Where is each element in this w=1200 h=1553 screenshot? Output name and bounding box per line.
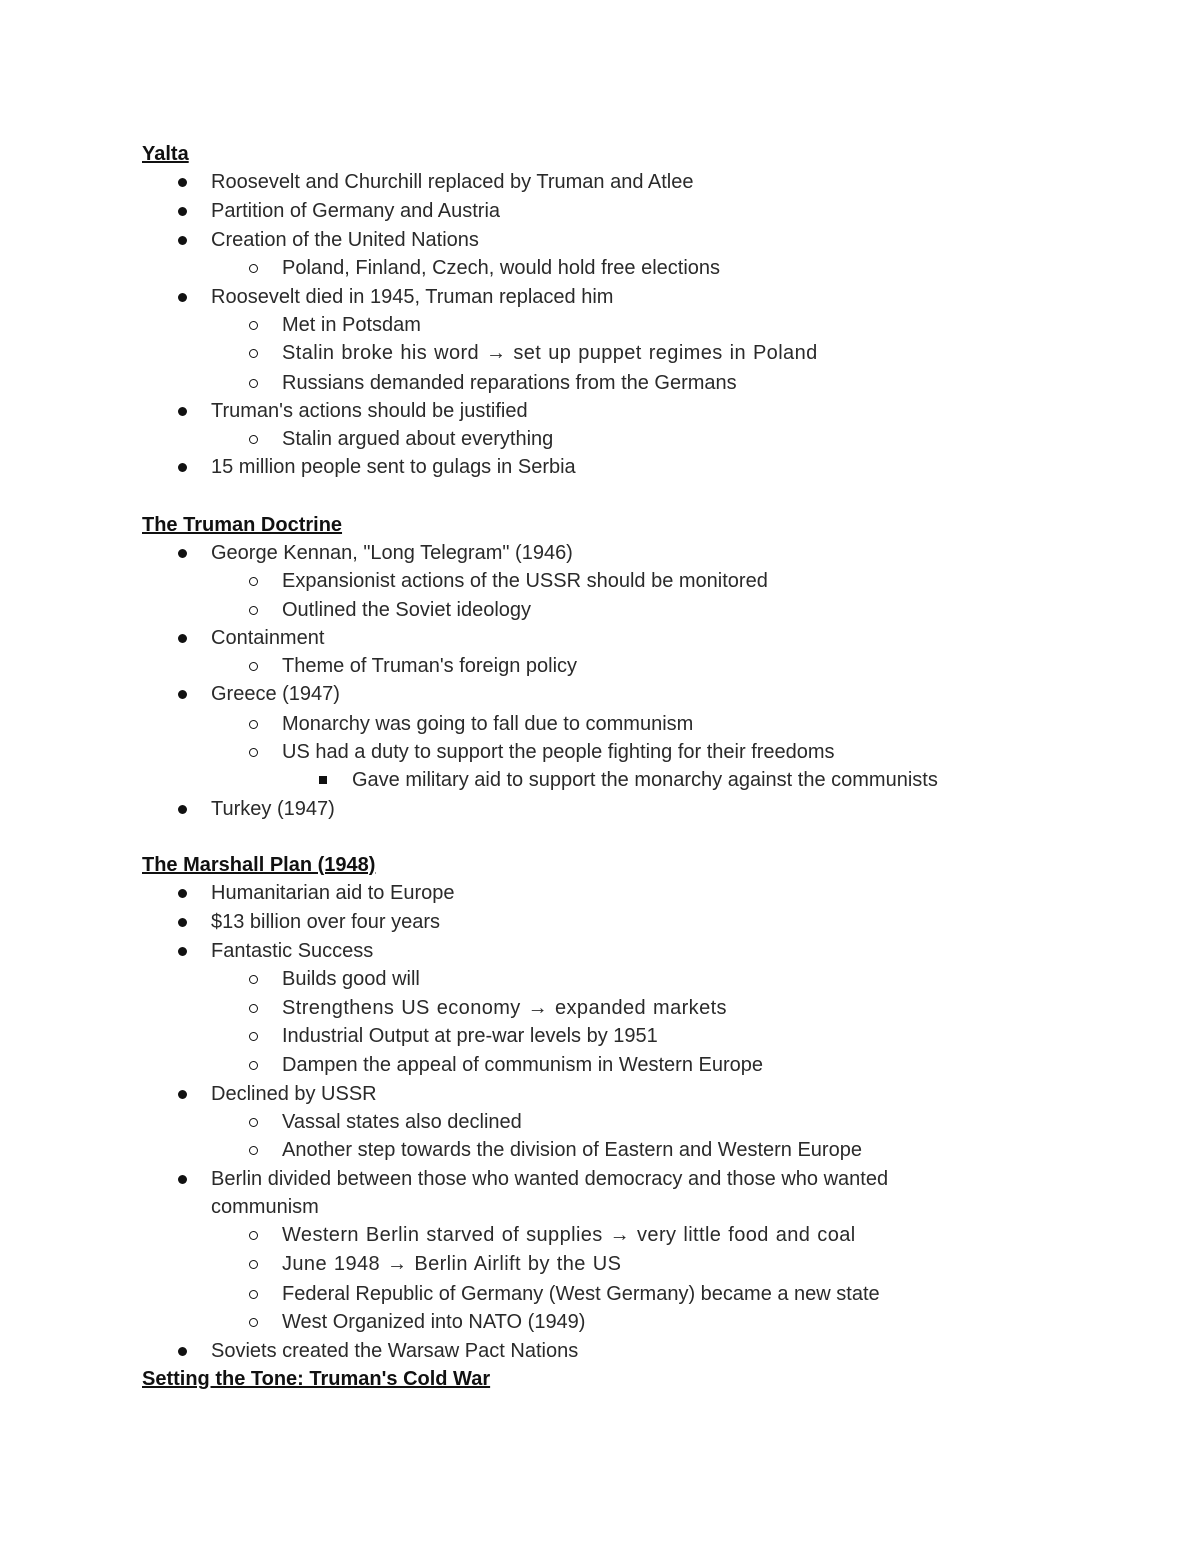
bullet-item (211, 1337, 578, 1365)
bullet-text: Strengthens US economy → expanded markets (282, 997, 727, 1019)
bullet-text: US had a duty to support the people fighting for their freedoms (282, 741, 835, 763)
bullet-text: Stalin broke his word → set up puppet regimes in Poland (282, 342, 818, 364)
bullet-circle-icon (249, 1004, 258, 1013)
bullet-item (211, 453, 576, 481)
bullet-text: Outlined the Soviet ideology (282, 599, 532, 621)
section-heading-truman-doctrine: The Truman Doctrine (142, 514, 343, 536)
sub-bullet-item (282, 369, 737, 397)
sub-bullet-item (282, 994, 727, 1022)
bullet-circle-icon (249, 379, 258, 388)
bullet-dot-icon (178, 1090, 187, 1099)
bullet-text: 15 million people sent to gulags in Serbia (211, 456, 576, 478)
sub-sub-bullet-item (352, 766, 938, 794)
bullet-text: Expansionist actions of the USSR should be monitored (282, 570, 768, 592)
bullet-text: Fantastic Success (211, 940, 374, 962)
bullet-dot-icon (178, 236, 187, 245)
sub-bullet-item (282, 1136, 862, 1164)
bullet-text: Greece (1947) (211, 683, 340, 705)
bullet-circle-icon (249, 321, 258, 330)
bullet-text: $13 billion over four years (211, 911, 441, 933)
bullet-circle-icon (249, 1118, 258, 1127)
bullet-circle-icon (249, 1260, 258, 1269)
bullet-text: Creation of the United Nations (211, 229, 479, 251)
bullet-item (211, 937, 373, 965)
bullet-text: Roosevelt died in 1945, Truman replaced him (211, 286, 614, 308)
bullet-text: Humanitarian aid to Europe (211, 882, 455, 904)
bullet-dot-icon (178, 463, 187, 472)
sub-bullet-item (282, 254, 720, 282)
bullet-text: George Kennan, "Long Telegram" (1946) (211, 542, 573, 564)
bullet-circle-icon (249, 748, 258, 757)
bullet-item (211, 624, 324, 652)
bullet-item (211, 197, 500, 225)
bullet-dot-icon (178, 549, 187, 558)
sub-bullet-item (282, 567, 768, 595)
sub-bullet-item (282, 1051, 763, 1079)
bullet-text: Industrial Output at pre-war levels by 1951 (282, 1025, 658, 1047)
sub-bullet-item (282, 1280, 880, 1308)
bullet-item (211, 283, 613, 311)
bullet-text: West Organized into NATO (1949) (282, 1311, 586, 1333)
bullet-circle-icon (249, 1231, 258, 1240)
bullet-circle-icon (249, 1032, 258, 1041)
bullet-circle-icon (249, 349, 258, 358)
bullet-text: Dampen the appeal of communism in Western Europe (282, 1054, 763, 1076)
bullet-text: Vassal states also declined (282, 1111, 522, 1133)
sub-bullet-item (282, 311, 421, 339)
section-heading-yalta: Yalta (142, 143, 189, 165)
bullet-text: Turkey (1947) (211, 798, 335, 820)
section-heading-setting-the-tone: Setting the Tone: Truman's Cold War (142, 1368, 491, 1390)
bullet-item (211, 226, 479, 254)
bullet-item (211, 879, 454, 907)
sub-bullet-item (282, 1022, 658, 1050)
sub-bullet-item (282, 339, 818, 367)
bullet-circle-icon (249, 577, 258, 586)
sub-bullet-item (282, 965, 420, 993)
bullet-text: Soviets created the Warsaw Pact Nations (211, 1340, 579, 1362)
bullet-item (211, 1165, 888, 1193)
bullet-circle-icon (249, 1290, 258, 1299)
sub-bullet-item (282, 652, 577, 680)
bullet-text: Met in Potsdam (282, 314, 421, 336)
bullet-text: Builds good will (282, 968, 420, 990)
sub-bullet-item (282, 1221, 856, 1249)
bullet-continuation (211, 1193, 319, 1221)
bullet-dot-icon (178, 947, 187, 956)
bullet-text: Berlin divided between those who wanted democracy and those who wanted (211, 1168, 889, 1190)
bullet-dot-icon (178, 1347, 187, 1356)
bullet-circle-icon (249, 1061, 258, 1070)
bullet-text: Monarchy was going to fall due to communism (282, 713, 694, 735)
bullet-item (211, 168, 694, 196)
bullet-circle-icon (249, 975, 258, 984)
bullet-text: Roosevelt and Churchill replaced by Truman and Atlee (211, 171, 694, 193)
bullet-item (211, 680, 340, 708)
bullet-text: communism (211, 1196, 319, 1218)
bullet-dot-icon (178, 805, 187, 814)
bullet-circle-icon (249, 662, 258, 671)
section-heading-marshall-plan: The Marshall Plan (1948) (142, 854, 376, 876)
bullet-circle-icon (249, 435, 258, 444)
sub-bullet-item (282, 1308, 585, 1336)
bullet-text: Stalin argued about everything (282, 428, 554, 450)
bullet-text: Federal Republic of Germany (West Germany) became a new state (282, 1283, 880, 1305)
bullet-item (211, 795, 335, 823)
bullet-text: June 1948 → Berlin Airlift by the US (282, 1253, 622, 1275)
bullet-dot-icon (178, 918, 187, 927)
bullet-text: Theme of Truman's foreign policy (282, 655, 578, 677)
sub-bullet-item (282, 596, 531, 624)
bullet-circle-icon (249, 720, 258, 729)
bullet-circle-icon (249, 606, 258, 615)
sub-bullet-item (282, 1250, 621, 1278)
bullet-item (211, 908, 440, 936)
bullet-text: Western Berlin starved of supplies → very little food and coal (282, 1224, 856, 1246)
sub-bullet-item (282, 1108, 522, 1136)
bullet-text: Russians demanded reparations from the Germans (282, 372, 737, 394)
bullet-dot-icon (178, 690, 187, 699)
bullet-text: Gave military aid to support the monarchy against the communists (352, 769, 938, 791)
sub-bullet-item (282, 738, 835, 766)
bullet-circle-icon (249, 264, 258, 273)
bullet-text: Poland, Finland, Czech, would hold free elections (282, 257, 721, 279)
sub-bullet-item (282, 425, 553, 453)
bullet-text: Truman's actions should be justified (211, 400, 528, 422)
bullet-item (211, 1080, 377, 1108)
bullet-dot-icon (178, 178, 187, 187)
bullet-text: Partition of Germany and Austria (211, 200, 501, 222)
bullet-square-icon (319, 776, 327, 784)
bullet-text: Containment (211, 627, 325, 649)
bullet-text: Declined by USSR (211, 1083, 377, 1105)
bullet-circle-icon (249, 1146, 258, 1155)
bullet-dot-icon (178, 1175, 187, 1184)
bullet-dot-icon (178, 889, 187, 898)
sub-bullet-item (282, 710, 693, 738)
bullet-item (211, 539, 573, 567)
bullet-dot-icon (178, 634, 187, 643)
bullet-dot-icon (178, 207, 187, 216)
bullet-item (211, 397, 528, 425)
bullet-dot-icon (178, 407, 187, 416)
bullet-circle-icon (249, 1318, 258, 1327)
bullet-dot-icon (178, 293, 187, 302)
bullet-text: Another step towards the division of Eastern and Western Europe (282, 1139, 862, 1161)
